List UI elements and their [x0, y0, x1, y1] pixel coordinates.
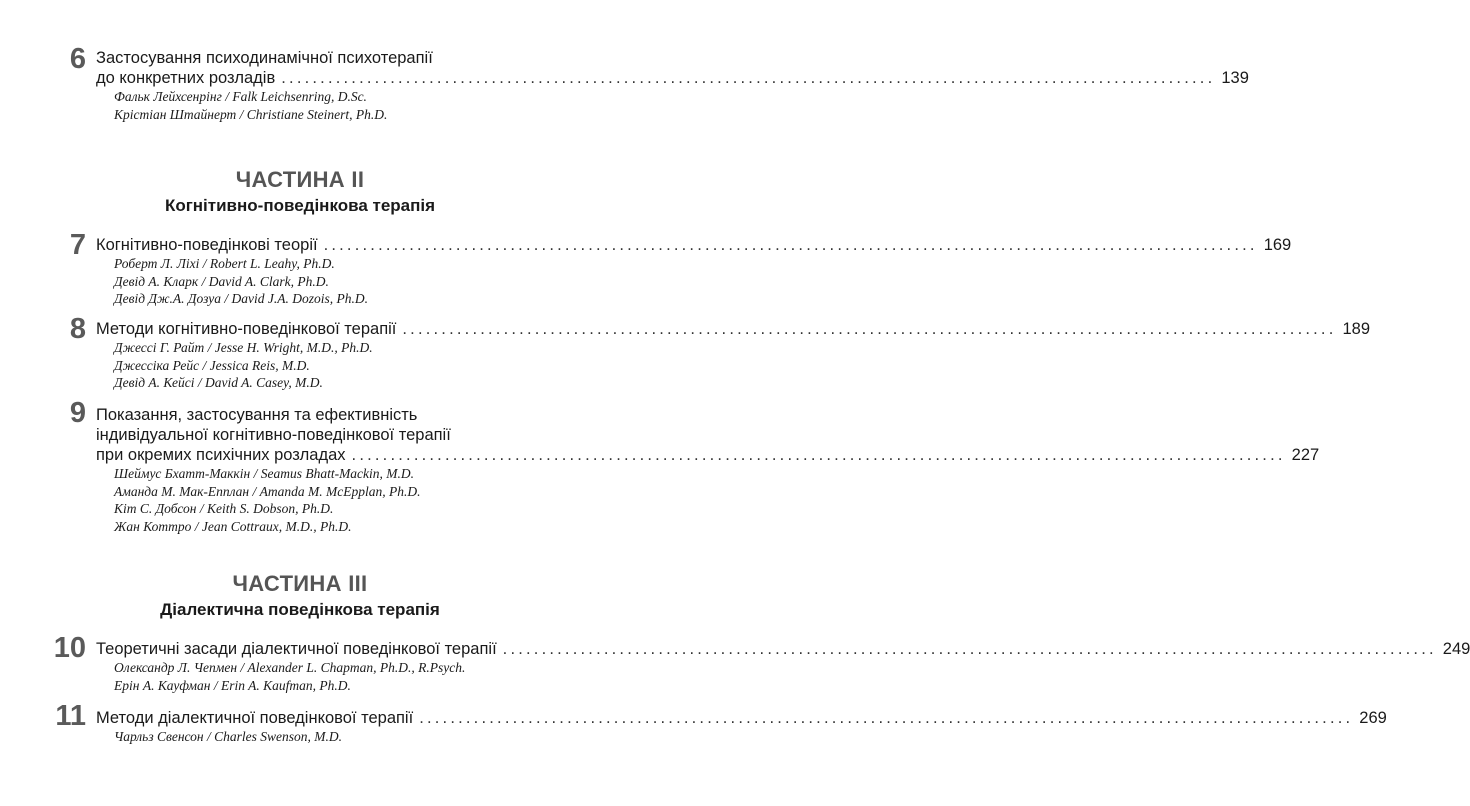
chapter-number: 11: [55, 700, 86, 732]
author: Чарльз Свенсон / Charles Swenson, M.D.: [114, 729, 342, 744]
author: Кіт С. Добсон / Keith S. Dobson, Ph.D.: [114, 501, 334, 516]
author: Роберт Л. Ліхі / Robert L. Leahy, Ph.D.: [114, 256, 335, 271]
author: Девід Дж.А. Дозуа / David J.A. Dozois, Ph.D.: [114, 291, 368, 306]
part-subtitle: Діалектична поведінкова терапія: [160, 600, 440, 619]
chapter-title-line: Теоретичні засади діалектичної поведінкової терапії: [96, 640, 497, 658]
part-subtitle: Когнітивно-поведінкова терапія: [164, 196, 436, 215]
dot-leader: ........................................................................................................................: [281, 69, 1216, 87]
page-number[interactable]: 189: [1342, 320, 1371, 338]
chapter-title-line: Показання, застосування та ефективність: [96, 406, 418, 424]
chapter-number: 7: [69, 229, 86, 261]
chapter-number: 10: [53, 632, 86, 664]
chapter-title-line: Методи діалектичної поведінкової терапії: [96, 709, 414, 727]
author: Джессі Г. Райт / Jesse H. Wright, M.D., Ph.D.: [114, 340, 373, 355]
dot-leader: ........................................................................................................................: [502, 640, 1437, 658]
author: Крістіан Штайнерт / Christiane Steinert, Ph.D.: [114, 106, 388, 122]
chapter-title-line: при окремих психічних розладах: [96, 446, 346, 464]
chapter-number: 6: [69, 43, 86, 75]
part-heading: ЧАСТИНА II: [235, 167, 365, 192]
author: Аманда М. Мак-Епплан / Amanda M. McEpplan, Ph.D.: [114, 483, 421, 499]
author: Олександр Л. Чепмен / Alexander L. Chapman, Ph.D., R.Psych.: [114, 660, 466, 675]
page-number[interactable]: 169: [1263, 236, 1292, 254]
part-heading: ЧАСТИНА III: [232, 571, 368, 596]
dot-leader: ........................................................................................................................: [419, 709, 1354, 727]
author: Девід А. Кларк / David A. Clark, Ph.D.: [114, 273, 329, 289]
author: Жан Коттро / Jean Cottraux, M.D., Ph.D.: [114, 518, 352, 534]
author: Шеймус Бхатт-Маккін / Seamus Bhatt-Mackin, M.D.: [114, 466, 415, 481]
page-number[interactable]: 227: [1291, 446, 1320, 464]
chapter-number: 8: [69, 313, 86, 345]
chapter-title-line: індивідуальної когнітивно-поведінкової терапії: [96, 426, 451, 444]
dot-leader: ........................................................................................................................: [402, 320, 1337, 338]
chapter-number: 9: [69, 397, 86, 429]
chapter-title-line: Застосування психодинамічної психотерапії: [96, 49, 433, 67]
chapter-title-line: Методи когнітивно-поведінкової терапії: [96, 320, 397, 338]
author: Ерін А. Кауфман / Erin A. Kaufman, Ph.D.: [114, 677, 351, 693]
dot-leader: ........................................................................................................................: [351, 446, 1286, 464]
page-number[interactable]: 139: [1221, 69, 1249, 87]
author: Джессіка Рейс / Jessica Reis, M.D.: [114, 357, 310, 373]
author: Девід А. Кейсі / David A. Casey, M.D.: [114, 375, 323, 390]
page-number[interactable]: 249: [1442, 640, 1470, 658]
dot-leader: ........................................................................................................................: [323, 236, 1258, 254]
chapter-title-line: до конкретних розладів: [96, 69, 276, 87]
author: Фальк Лейхсенрінг / Falk Leichsenring, D.Sc.: [114, 89, 367, 104]
page-number[interactable]: 269: [1359, 709, 1387, 727]
chapter-title-line: Когнітивно-поведінкові теорії: [96, 236, 318, 254]
